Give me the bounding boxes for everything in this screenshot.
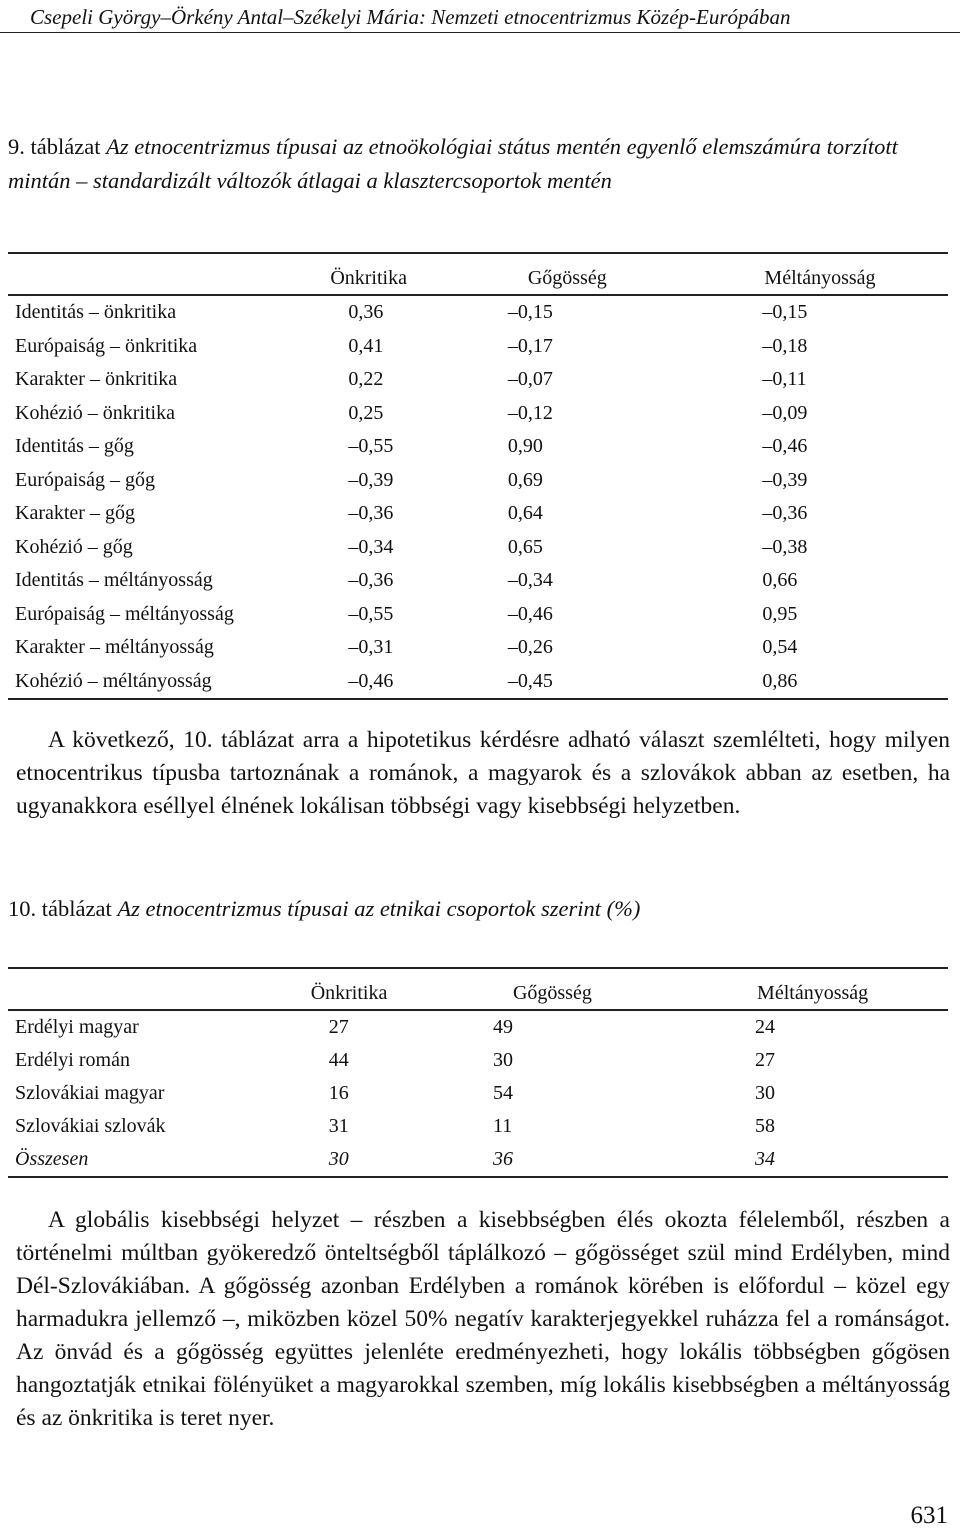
page-number: 631 — [910, 1502, 948, 1529]
value-cell: –0,38 — [762, 535, 808, 558]
value-cell: 0,86 — [762, 669, 798, 692]
column-header-meltanyossag: Méltányosság — [764, 267, 876, 289]
table-10-caption-text: Az etnocentrizmus típusai az etnikai csoportok szerint (%) — [117, 896, 641, 921]
table-row — [8, 665, 948, 700]
table-10 — [8, 967, 948, 1178]
table-9-caption — [8, 130, 948, 198]
value-cell: 0,36 — [348, 301, 384, 324]
column-header-label — [8, 253, 296, 295]
table-row — [8, 1010, 948, 1044]
running-header: Csepeli György–Örkény Antal–Székelyi Mária: Nemzeti etnocentrizmus Közép-Európában — [30, 5, 791, 29]
value-cell: –0,55 — [348, 435, 394, 458]
table-row — [8, 295, 948, 330]
value-cell: 31 — [328, 1115, 349, 1137]
value-cell: –0,12 — [507, 401, 553, 424]
value-cell: 0,54 — [762, 636, 798, 659]
row-label-cell: Karakter – méltányosság — [15, 636, 214, 659]
total-value-cell: 36 — [492, 1148, 513, 1170]
value-cell: 0,66 — [762, 569, 798, 592]
value-cell: –0,46 — [348, 669, 394, 692]
value-cell: 0,41 — [348, 334, 384, 357]
row-label-cell: Karakter – önkritika — [15, 368, 178, 391]
table-row — [8, 631, 948, 665]
value-cell: 27 — [755, 1049, 776, 1071]
column-header-onkritika: Önkritika — [330, 267, 407, 289]
value-cell: –0,36 — [762, 502, 808, 525]
value-cell: –0,36 — [348, 502, 394, 525]
value-cell: 54 — [492, 1082, 513, 1104]
value-cell: –0,39 — [762, 468, 808, 491]
value-cell: –0,36 — [348, 569, 394, 592]
total-row — [8, 1143, 948, 1177]
header-rule — [0, 32, 960, 33]
row-label-cell: Erdélyi román — [15, 1049, 130, 1071]
value-cell: 30 — [755, 1082, 776, 1104]
value-cell: –0,15 — [507, 301, 553, 324]
row-label-cell: Identitás – önkritika — [15, 301, 177, 324]
body-paragraph-2: A globális kisebbségi helyzet – részben a kisebbségben élés okozta félelemből, részben a történelmi múltban gyökeredző önteltségből táplálkozó – gőgösséget szül mind Erdélyben, mind Dél-Szlovákiában. A gőgösség azonban Erdélyben a románok körében is előfordul – közel egy harmadukra jellemző –, miközben közel 50% negatív karakterjegyekkel ruházza fel a románságot. Az önvád és a gőgösség együttes jelenléte eredményezheti, hogy lokális többségben gőgösen hangoztatják etnikai fölényüket a magyarokkal szemben, míg lokális kisebbségben a méltányosság és az önkritika is teret nyer. — [16, 1207, 950, 1431]
column-header-onkritika: Önkritika — [310, 982, 388, 1004]
row-label-cell: Szlovákiai szlovák — [15, 1115, 166, 1137]
table-9-caption-text: Az etnocentrizmus típusai az etnoökológiai státus mentén egyenlő elemszámúra torzított mintán – standardizált változók átlagai a klasztercsoportok mentén — [8, 134, 898, 193]
value-cell: –0,34 — [348, 535, 394, 558]
total-label-cell: Összesen — [15, 1148, 89, 1170]
row-label-cell: Európaiság – méltányosság — [15, 602, 234, 625]
table-row — [8, 598, 948, 632]
table-row — [8, 1077, 948, 1110]
row-label-cell: Európaiság – önkritika — [15, 334, 198, 357]
value-cell: 11 — [492, 1115, 513, 1137]
value-cell: 27 — [328, 1016, 349, 1038]
table-row — [8, 564, 948, 598]
table-row — [8, 464, 948, 498]
row-label-cell: Karakter – gőg — [15, 502, 135, 525]
value-cell: –0,45 — [507, 669, 553, 692]
value-cell: 0,69 — [507, 468, 543, 491]
table-row — [8, 330, 948, 364]
table-10-caption — [8, 892, 948, 926]
value-cell: –0,17 — [507, 334, 553, 357]
value-cell: –0,09 — [762, 401, 808, 424]
row-label-cell: Erdélyi magyar — [15, 1016, 139, 1038]
total-value-cell: 34 — [755, 1148, 776, 1170]
value-cell: –0,34 — [507, 569, 553, 592]
value-cell: –0,11 — [762, 368, 807, 391]
table-row — [8, 363, 948, 397]
value-cell: 24 — [755, 1016, 776, 1038]
row-label-cell: Kohézió – méltányosság — [15, 669, 212, 692]
table-row — [8, 1044, 948, 1077]
table-row — [8, 397, 948, 431]
table-header-row — [8, 968, 948, 1010]
value-cell: 0,90 — [507, 435, 543, 458]
value-cell: 0,65 — [507, 535, 543, 558]
value-cell: 30 — [492, 1049, 513, 1071]
value-cell: –0,07 — [507, 368, 553, 391]
column-header-meltanyossag: Méltányosság — [757, 982, 869, 1004]
value-cell: –0,46 — [762, 435, 808, 458]
value-cell: 58 — [755, 1115, 776, 1137]
table-row — [8, 1110, 948, 1143]
value-cell: 0,64 — [507, 502, 543, 525]
row-label-cell: Kohézió – önkritika — [15, 401, 175, 424]
row-label-cell: Szlovákiai magyar — [15, 1082, 165, 1104]
value-cell: –0,31 — [348, 636, 394, 659]
value-cell: –0,46 — [507, 602, 553, 625]
value-cell: 44 — [328, 1049, 349, 1071]
table-row — [8, 497, 948, 531]
column-header-label — [8, 968, 277, 1010]
value-cell: 0,25 — [348, 401, 384, 424]
value-cell: 0,95 — [762, 602, 798, 625]
table-header-row — [8, 253, 948, 295]
row-label-cell: Identitás – gőg — [15, 435, 134, 458]
value-cell: 49 — [492, 1016, 513, 1038]
table-row — [8, 531, 948, 565]
value-cell: –0,18 — [762, 334, 808, 357]
row-label-cell: Kohézió – gőg — [15, 535, 133, 558]
value-cell: 0,22 — [348, 368, 384, 391]
table-9 — [8, 252, 948, 700]
total-value-cell: 30 — [328, 1148, 349, 1170]
value-cell: –0,55 — [348, 602, 394, 625]
table-9-caption-label: 9. táblázat — [8, 134, 101, 159]
value-cell: –0,39 — [348, 468, 394, 491]
row-label-cell: Identitás – méltányosság — [15, 569, 213, 592]
value-cell: –0,15 — [762, 301, 808, 324]
value-cell: 16 — [328, 1082, 349, 1104]
row-label-cell: Európaiság – gőg — [15, 468, 155, 491]
table-10-caption-label: 10. táblázat — [8, 896, 112, 921]
value-cell: –0,26 — [507, 636, 553, 659]
column-header-gogosseg: Gőgösség — [527, 267, 607, 289]
table-row — [8, 430, 948, 464]
body-paragraph-1: A következő, 10. táblázat arra a hipotetikus kérdésre adható választ szemlélteti, hogy milyen etnocentrikus típusba tartoznának a románok, a magyarok és a szlovákok abban az esetben, ha ugyanakkora eséllyel élnének lokálisan többségi vagy kisebbségi helyzetben. — [16, 727, 950, 819]
column-header-gogosseg: Gőgösség — [512, 982, 592, 1004]
